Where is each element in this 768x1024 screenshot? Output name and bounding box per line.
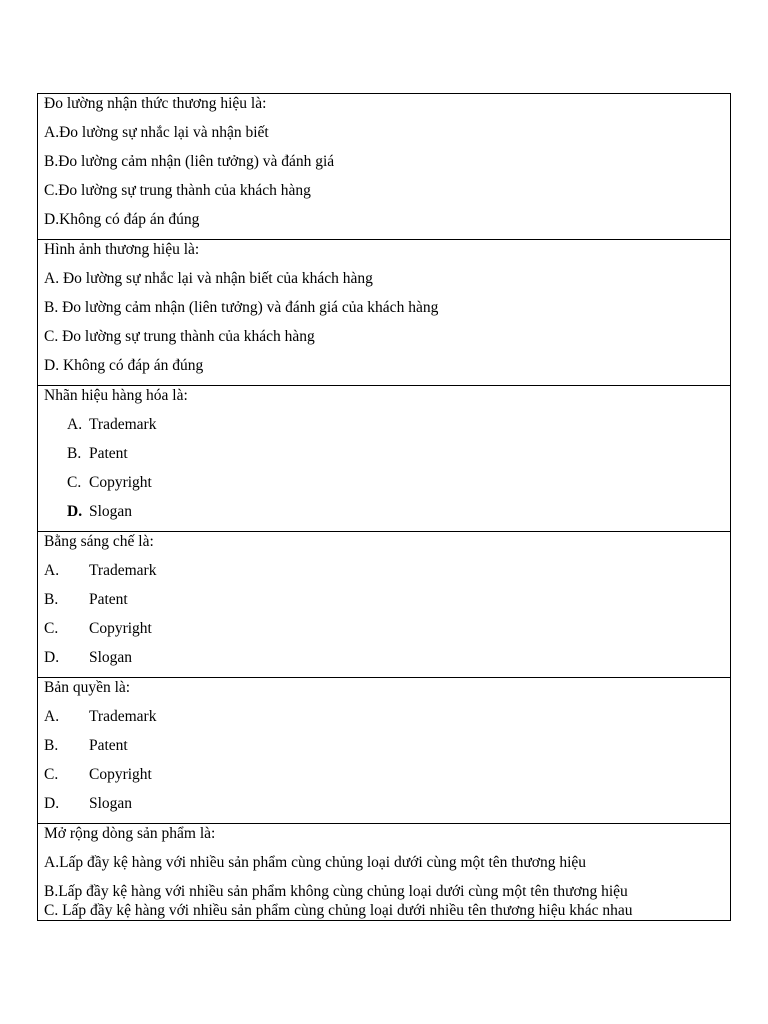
option-text: Trademark xyxy=(89,708,157,725)
option-letter: B. xyxy=(44,591,59,608)
answer-option: A.Đo lường sự nhắc lại và nhận biết xyxy=(44,124,269,141)
question-cell-1 xyxy=(38,94,730,239)
answer-option xyxy=(44,502,724,531)
option-letter: D. xyxy=(67,503,83,520)
option-text: Patent xyxy=(89,445,128,462)
question-cell-6 xyxy=(38,823,730,920)
question-prompt: Đo lường nhận thức thương hiệu là: xyxy=(44,95,267,112)
question-prompt: Hình ảnh thương hiệu là: xyxy=(44,241,200,258)
answer-option: C.Đo lường sự trung thành của khách hàng xyxy=(44,182,311,199)
answer-option: B.Lấp đầy kệ hàng với nhiều sản phẩm không cùng chủng loại dưới cùng một tên thương hiệu xyxy=(44,883,628,900)
question-cell-4 xyxy=(38,531,730,677)
option-letter: A. xyxy=(44,562,60,579)
option-letter: C. xyxy=(44,766,59,783)
option-text: Patent xyxy=(89,591,128,608)
option-text: Copyright xyxy=(89,474,152,491)
answer-option xyxy=(44,473,724,502)
option-text: Slogan xyxy=(89,795,133,812)
answer-option xyxy=(44,590,724,619)
answer-option: C. Đo lường sự trung thành của khách hàng xyxy=(44,328,315,345)
option-text: Patent xyxy=(89,737,128,754)
question-prompt: Bản quyền là: xyxy=(44,679,131,696)
answer-option: B. Đo lường cảm nhận (liên tưởng) và đánh giá của khách hàng xyxy=(44,299,439,316)
answer-option: D. Không có đáp án đúng xyxy=(44,357,204,374)
answer-option xyxy=(44,707,724,736)
option-text: Copyright xyxy=(89,766,152,783)
answer-option: A. Đo lường sự nhắc lại và nhận biết của khách hàng xyxy=(44,270,373,287)
answer-option xyxy=(44,765,724,794)
answer-option: C. Lấp đầy kệ hàng với nhiều sản phẩm cùng chủng loại dưới nhiều tên thương hiệu khác nhau xyxy=(44,902,633,919)
question-cell-5 xyxy=(38,677,730,823)
question-prompt: Nhãn hiệu hàng hóa là: xyxy=(44,387,188,404)
answer-option xyxy=(44,648,724,677)
option-letter: A. xyxy=(44,708,60,725)
answer-option: A.Lấp đầy kệ hàng với nhiều sản phẩm cùng chủng loại dưới cùng một tên thương hiệu xyxy=(44,854,587,871)
answer-option: D.Không có đáp án đúng xyxy=(44,211,200,228)
answer-option: B.Đo lường cảm nhận (liên tưởng) và đánh giá xyxy=(44,153,335,170)
option-letter: D. xyxy=(44,649,60,666)
question-cell-3 xyxy=(38,385,730,531)
option-letter: A. xyxy=(67,416,83,433)
answer-option xyxy=(44,736,724,765)
answer-option xyxy=(44,619,724,648)
option-text: Slogan xyxy=(89,503,133,520)
answer-option xyxy=(44,444,724,473)
answer-option xyxy=(44,794,724,823)
option-letter: C. xyxy=(67,474,82,491)
option-text: Copyright xyxy=(89,620,152,637)
option-text: Trademark xyxy=(89,562,157,579)
option-text: Trademark xyxy=(89,416,157,433)
option-letter: B. xyxy=(67,445,82,462)
option-letter: B. xyxy=(44,737,59,754)
question-prompt: Mở rộng dòng sản phẩm là: xyxy=(44,825,216,842)
question-cell-2 xyxy=(38,239,730,385)
answer-option xyxy=(44,561,724,590)
question-prompt: Bằng sáng chế là: xyxy=(44,533,154,550)
option-text: Slogan xyxy=(89,649,133,666)
question-table xyxy=(37,93,731,921)
option-letter: C. xyxy=(44,620,59,637)
option-letter: D. xyxy=(44,795,60,812)
answer-option xyxy=(44,415,724,444)
